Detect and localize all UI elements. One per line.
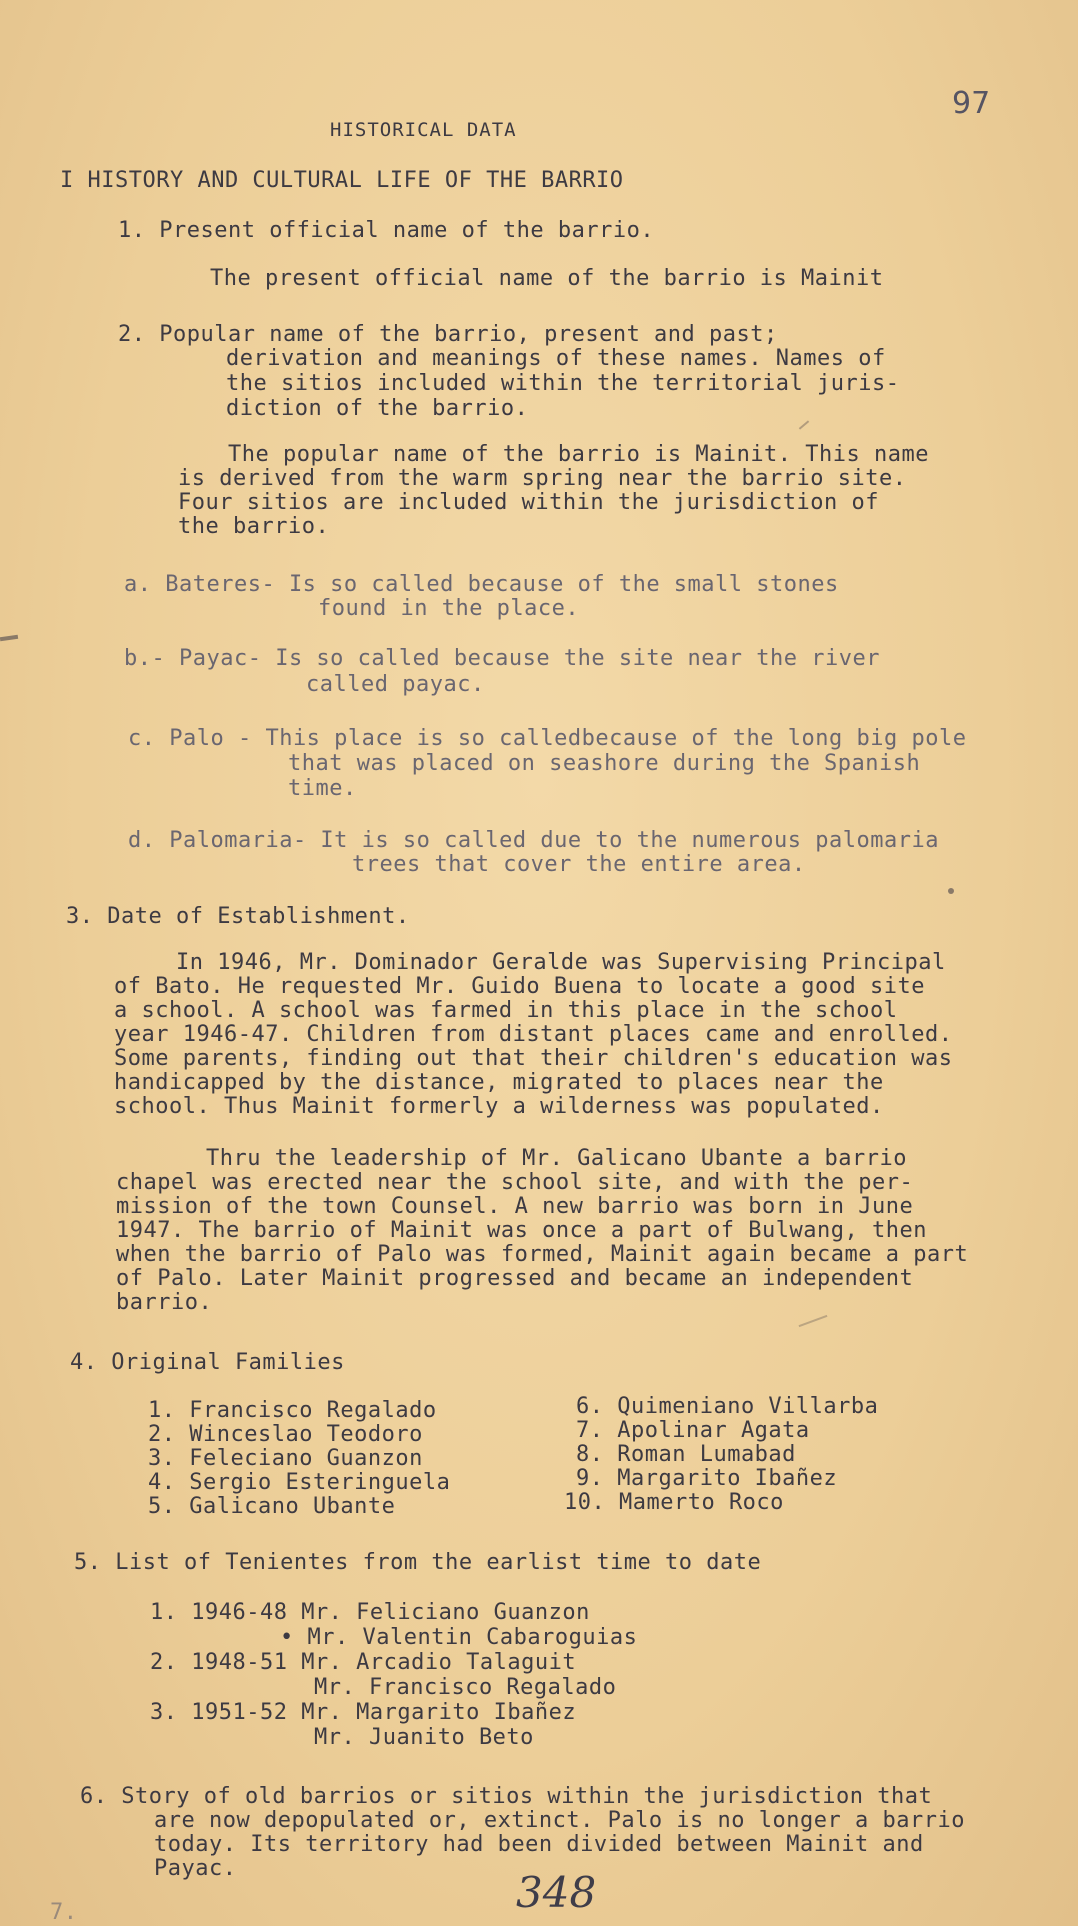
item3-para1-line: handicapped by the distance, migrated to places near the <box>114 1070 884 1095</box>
item2-answer-line: the barrio. <box>178 514 330 539</box>
item2-answer-line: is derived from the warm spring near the barrio site. <box>178 466 907 491</box>
item2-question-line: derivation and meanings of these names. Names of <box>226 346 886 371</box>
teniente-row: 1. 1946-48 Mr. Feliciano Guanzon <box>150 1600 590 1625</box>
family-item: 9. Margarito Ibañez <box>576 1466 838 1491</box>
item3-para2-line: mission of the town Counsel. A new barrio was born in June <box>116 1194 914 1219</box>
item3-para2-line: Thru the leadership of Mr. Galicano Ubante a barrio <box>206 1146 908 1171</box>
item2-answer-line: Four sitios are included within the jurisdiction of <box>178 490 880 515</box>
item2-question-line: 2. Popular name of the barrio, present and past; <box>118 322 778 347</box>
item3-para2-line: 1947. The barrio of Mainit was once a part of Bulwang, then <box>116 1218 927 1243</box>
item6-line: are now depopulated or, extinct. Palo is no longer a barrio <box>154 1808 965 1833</box>
document-title: HISTORICAL DATA <box>330 119 517 141</box>
item1-question: 1. Present official name of the barrio. <box>118 218 655 243</box>
partial-next-item: 7. <box>50 1900 78 1925</box>
handwritten-number: 348 <box>516 1868 597 1917</box>
family-item: 1. Francisco Regalado <box>148 1398 437 1423</box>
item3-para1-line: a school. A school was farmed in this place in the school <box>114 998 898 1023</box>
pencil-mark <box>799 1315 828 1327</box>
sitio-c-cont2: time. <box>288 776 357 801</box>
page-number: 97 <box>952 86 991 121</box>
item3-para2-line: barrio. <box>116 1290 213 1315</box>
item3-para1-line: year 1946-47. Children from distant places came and enrolled. <box>114 1022 953 1047</box>
item3-para1-line: Some parents, finding out that their children's education was <box>114 1046 953 1071</box>
teniente-row: 3. 1951-52 Mr. Margarito Ibañez <box>150 1700 577 1725</box>
item2-answer-line: The popular name of the barrio is Mainit. This name <box>228 442 930 467</box>
sitio-c-cont: that was placed on seashore during the Spanish <box>288 751 921 776</box>
item6-line: Payac. <box>154 1856 237 1881</box>
teniente-row: Mr. Juanito Beto <box>314 1725 534 1750</box>
pencil-mark <box>799 420 809 429</box>
item3-para1-line: In 1946, Mr. Dominador Geralde was Supervising Principal <box>176 950 946 975</box>
item1-answer: The present official name of the barrio is Mainit <box>210 266 884 291</box>
teniente-row: 2. 1948-51 Mr. Arcadio Talaguit <box>150 1650 577 1675</box>
item2-question-line: the sitios included within the territorial juris- <box>226 371 900 396</box>
sitio-c: c. Palo - This place is so calledbecause of the long big pole <box>128 726 967 751</box>
paper-blemish <box>0 635 18 641</box>
family-item: 5. Galicano Ubante <box>148 1494 396 1519</box>
item3-para1-line: school. Thus Mainit formerly a wilderness was populated. <box>114 1094 884 1119</box>
family-item: 10. Mamerto Roco <box>564 1490 784 1515</box>
sitio-b: b.- Payac- Is so called because the site near the river <box>124 646 880 671</box>
family-item: 7. Apolinar Agata <box>576 1418 810 1443</box>
sitio-a: a. Bateres- Is so called because of the small stones <box>124 572 839 597</box>
sitio-a-cont: found in the place. <box>318 596 580 621</box>
item3-title: 3. Date of Establishment. <box>66 904 410 929</box>
item2-question-line: diction of the barrio. <box>226 396 529 421</box>
section-title: I HISTORY AND CULTURAL LIFE OF THE BARRIO <box>60 168 624 193</box>
item4-title: 4. Original Families <box>70 1350 345 1375</box>
sitio-b-cont: called payac. <box>306 672 485 697</box>
item6-line: today. Its territory had been divided between Mainit and <box>154 1832 924 1857</box>
family-item: 2. Winceslao Teodoro <box>148 1422 423 1447</box>
family-item: 8. Roman Lumabad <box>576 1442 796 1467</box>
item5-title: 5. List of Tenientes from the earlist time to date <box>74 1550 762 1575</box>
item3-para2-line: of Palo. Later Mainit progressed and became an independent <box>116 1266 914 1291</box>
sitio-d-cont: trees that cover the entire area. <box>352 852 806 877</box>
teniente-row: Mr. Francisco Regalado <box>314 1675 617 1700</box>
teniente-row: • Mr. Valentin Cabaroguias <box>280 1625 638 1650</box>
item3-para1-line: of Bato. He requested Mr. Guido Buena to locate a good site <box>114 974 925 999</box>
sitio-d: d. Palomaria- It is so called due to the numerous palomaria <box>128 828 939 853</box>
item3-para2-line: chapel was erected near the school site, and with the per- <box>116 1170 914 1195</box>
paper-blemish <box>948 888 954 894</box>
family-item: 4. Sergio Esteringuela <box>148 1470 451 1495</box>
family-item: 3. Feleciano Guanzon <box>148 1446 423 1471</box>
item6-line: 6. Story of old barrios or sitios within the jurisdiction that <box>80 1784 933 1809</box>
family-item: 6. Quimeniano Villarba <box>576 1394 879 1419</box>
item3-para2-line: when the barrio of Palo was formed, Mainit again became a part <box>116 1242 969 1267</box>
